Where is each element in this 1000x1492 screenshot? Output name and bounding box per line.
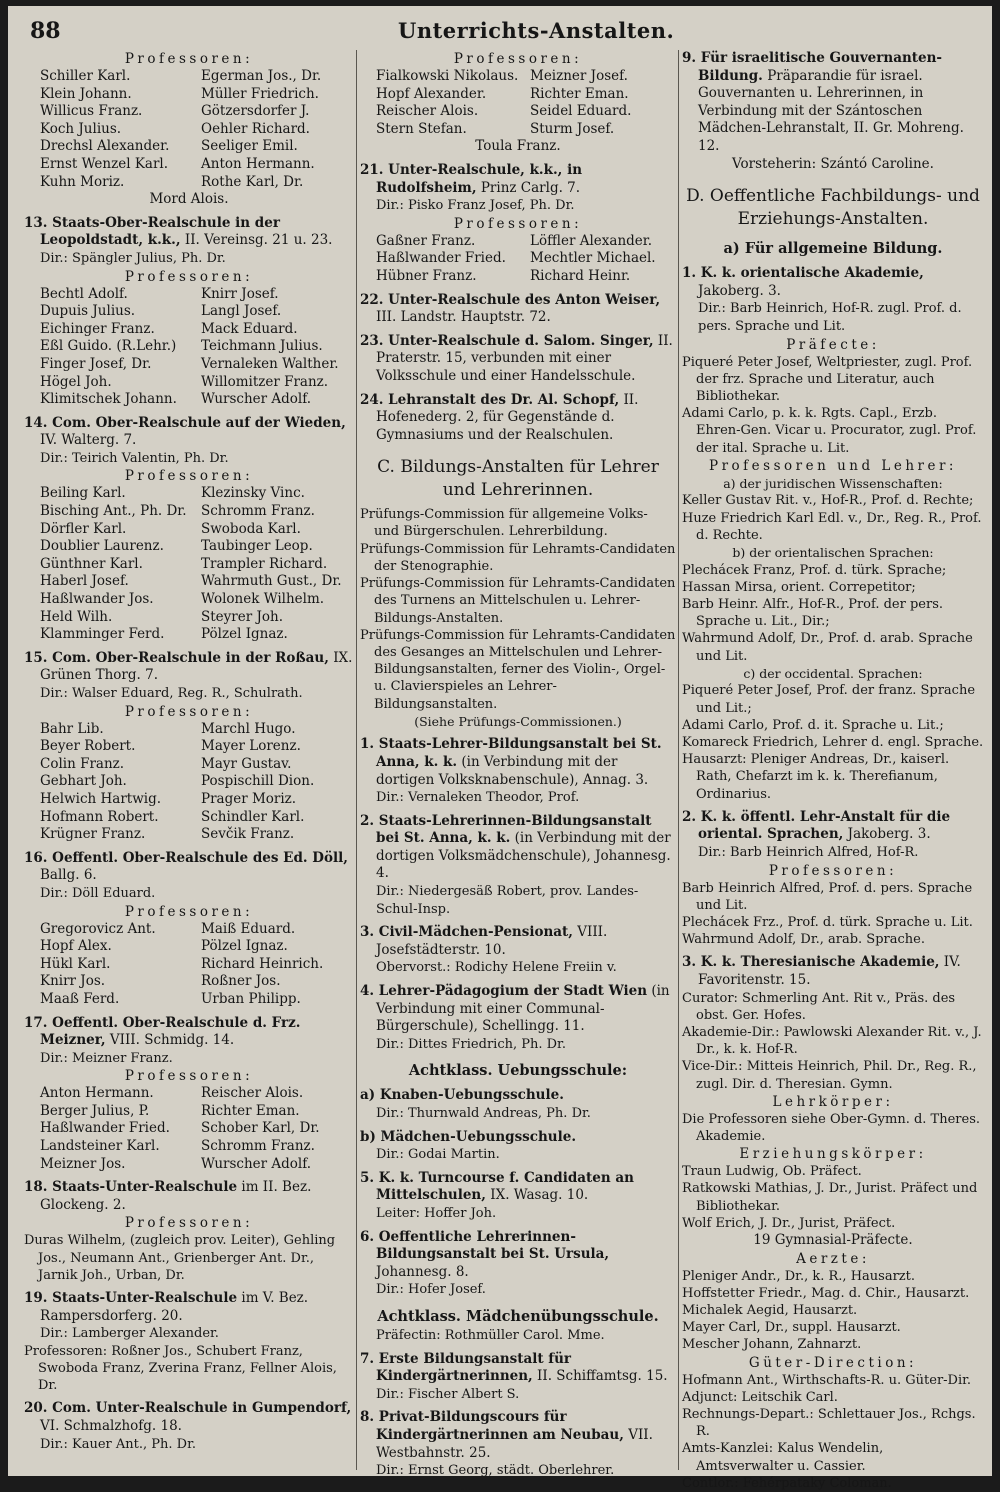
name-entry: Schiller Karl. bbox=[40, 68, 131, 84]
name-entry: Bisching Ant., Ph. Dr. bbox=[40, 503, 187, 520]
entry-text: Duras Wilhelm, (zugleich prov. Leiter), Gehling Jos., Neumann Ant., Grienberger Ant. Dr., Jarnik Joh., Urban, Dr. bbox=[24, 1233, 336, 1283]
section-heading-c: C. Bildungs-Anstalten für Lehrer und Lehrerinnen. bbox=[377, 457, 659, 501]
name-entry: Egerman Jos., Dr. bbox=[201, 68, 322, 84]
entry-title: 4. Lehrer-Pädagogium der Stadt Wien bbox=[360, 983, 648, 1000]
list-line: Adjunct: Leitschik Carl. bbox=[682, 1389, 838, 1405]
section-label: Professoren: bbox=[124, 703, 254, 720]
institution-entry-5 bbox=[360, 1170, 676, 1205]
name-entry: Haßlwander Fried. bbox=[376, 250, 506, 267]
entry-title: 3. Civil-Mädchen-Pensionat, bbox=[360, 924, 573, 941]
name-entry: Krügner Franz. bbox=[40, 826, 146, 843]
entry-address: VIII. Josefstädterstr. 10. bbox=[376, 924, 608, 958]
list-line: Michalek Aegid, Hausarzt. bbox=[682, 1303, 858, 1318]
entry-address: II. Praterstr. 15, verbunden mit einer Volksschule und einer Handelsschule. bbox=[376, 332, 673, 384]
name-entry: Held Wilh. bbox=[40, 608, 113, 625]
entry-director: Dir.: Kauer Ant., Ph. Dr. bbox=[40, 1436, 196, 1452]
name-entry: Högel Joh. bbox=[40, 373, 112, 390]
entry-address: IV. Walterg. 7. bbox=[40, 432, 137, 449]
list-line: Wahrmund Adolf, Dr., arab. Sprache. bbox=[682, 932, 925, 948]
school-entry-17 bbox=[24, 1015, 354, 1050]
list-line: Wolf Erich, J. Dr., Jurist, Präfect. bbox=[682, 1215, 896, 1231]
name-entry: Müller Friedrich. bbox=[201, 85, 319, 102]
entry-title: 1. Staats-Lehrer-Bildungsanstalt bei St. Anna, k. k. bbox=[360, 736, 662, 770]
entry-title: a) Knaben-Uebungsschule. bbox=[360, 1087, 564, 1104]
practice-school-b bbox=[360, 1129, 676, 1147]
name-entry: Maaß Ferd. bbox=[40, 990, 120, 1007]
staff-note: Die Professoren siehe Ober-Gymn. d. Theres. Akademie. bbox=[682, 1111, 981, 1144]
name-entry: Klein Johann. bbox=[40, 85, 132, 102]
name-entry: Doublier Laurenz. bbox=[40, 538, 164, 555]
list-line: Hofmann Ant., Wirthschafts-R. u. Güter-Dir. bbox=[682, 1372, 972, 1388]
name-entry: Helwich Hartwig. bbox=[40, 790, 162, 807]
entry-title: 2. K. k. öffentl. Lehr-Anstalt für die oriental. Sprachen, bbox=[682, 808, 951, 843]
section-label: Professoren: bbox=[124, 468, 254, 485]
entry-address: VIII. Schmidg. 14. bbox=[109, 1032, 235, 1049]
list-line: Prüfungs-Commission für allgemeine Volks- und Bürgerschulen. Lehrerbildung. bbox=[360, 507, 648, 540]
teacher-list bbox=[682, 880, 984, 949]
name-entry: Klezinsky Vinc. bbox=[201, 485, 305, 502]
name-entry: Wahrmuth Gust., Dr. bbox=[201, 573, 342, 590]
entry-address: im II. Bez. Glockeng. 2. bbox=[40, 1179, 312, 1213]
name-entry: Willomitzer Franz. bbox=[201, 373, 329, 390]
name-entry: Dörfler Karl. bbox=[40, 520, 127, 537]
name-entry: Kuhn Moriz. bbox=[40, 173, 125, 190]
doctor-list bbox=[682, 1268, 984, 1354]
entry-title: 16. Oeffentl. Ober-Realschule des Ed. Döll, bbox=[24, 849, 348, 866]
entry-director: Dir.: Ernst Georg, städt. Oberlehrer. bbox=[376, 1463, 615, 1479]
entry-address: Präparandie für israel. Gouvernanten u. Lehrerinnen, in Verbindung mit der Szántoschen Mädchen-Lehranstalt, II. Gr. Mohreng. 12. bbox=[698, 67, 964, 154]
name-entry: Wurscher Adolf. bbox=[201, 391, 312, 408]
entry-title: 23. Unter-Realschule d. Salom. Singer, bbox=[360, 332, 654, 349]
column-rule bbox=[678, 50, 679, 1470]
name-entry: Klamminger Ferd. bbox=[40, 626, 165, 643]
list-line: Hoffstetter Friedr., Mag. d. Chir., Hausarzt. bbox=[682, 1285, 970, 1301]
entry-title: 17. Oeffentl. Ober-Realschule d. Frz. Meizner, bbox=[24, 1014, 301, 1049]
entry-director: Dir.: Pisko Franz Josef, Ph. Dr. bbox=[376, 198, 575, 214]
name-entry: Mechtler Michael. bbox=[530, 250, 656, 267]
entry-address: VII. Westbahnstr. 25. bbox=[376, 1426, 653, 1461]
subject-label: b) der orientalischen Sprachen: bbox=[732, 544, 934, 560]
list-line: Akademie-Dir.: Pawlowski Alexander Rit. v., J. Dr., k. k. Hof-R. bbox=[682, 1024, 982, 1058]
name-entry: Knirr Josef. bbox=[201, 285, 279, 302]
name-entry: Reischer Alois. bbox=[201, 1085, 304, 1102]
entry-director: Dir.: Walser Eduard, Reg. R., Schulrath. bbox=[40, 686, 303, 701]
entry-title: 7. Erste Bildungsanstalt für Kindergärtnerinnen, bbox=[360, 1350, 572, 1385]
entry-title: 9. Für israelitische Gouvernanten-Bildung. bbox=[682, 50, 943, 84]
entry-director: Dir.: Spängler Julius, Ph. Dr. bbox=[40, 250, 226, 266]
entry-director: Dir.: Hofer Josef. bbox=[376, 1282, 486, 1298]
institution-entry-8 bbox=[360, 1409, 676, 1462]
school-entry-19 bbox=[24, 1290, 354, 1325]
academy-entry-1 bbox=[682, 265, 984, 300]
name-entry: Prager Moriz. bbox=[201, 790, 297, 807]
name-entry: Richard Heinr. bbox=[530, 267, 631, 284]
entry-title: 5. K. k. Turncourse f. Candidaten an Mittelschulen, bbox=[360, 1169, 634, 1204]
entry-title: 6. Oeffentliche Lehrerinnen-Bildungsanstalt bei St. Ursula, bbox=[360, 1228, 610, 1263]
academy-entry-2 bbox=[682, 809, 984, 844]
name-entry: Oehler Richard. bbox=[201, 120, 310, 137]
name-entry: Pospischill Dion. bbox=[201, 773, 315, 790]
name-entry: Mayer Lorenz. bbox=[201, 738, 301, 755]
section-label: Präfecte: bbox=[786, 336, 880, 353]
section-label: Professoren: bbox=[124, 268, 254, 285]
name-entry: Eichinger Franz. bbox=[40, 320, 155, 337]
name-entry: Meizner Josef. bbox=[530, 68, 628, 84]
entry-director: Obervorst.: Rodichy Helene Freiin v. bbox=[376, 960, 617, 976]
name-entry: Dupuis Julius. bbox=[40, 303, 136, 320]
entry-title: 8. Privat-Bildungscours für Kindergärtnerinnen am Neubau, bbox=[360, 1409, 624, 1443]
section-label: Professoren: bbox=[124, 903, 254, 920]
name-entry: Fialkowski Nikolaus. bbox=[376, 68, 519, 84]
list-line: Wahrmund Adolf, Dr., Prof. d. arab. Sprache und Lit. bbox=[682, 631, 973, 664]
list-line: Plechácek Frz., Prof. d. türk. Sprache u. Lit. bbox=[682, 914, 973, 930]
name-entry: Marchl Hugo. bbox=[201, 720, 296, 737]
name-list bbox=[24, 1085, 354, 1173]
name-list bbox=[24, 485, 354, 643]
entry-title: 15. Com. Ober-Realschule in der Roßau, bbox=[24, 649, 329, 666]
name-entry: Beiling Karl. bbox=[40, 485, 126, 502]
prefect-list bbox=[682, 354, 984, 457]
subsection-heading: Achtklass. Uebungsschule: bbox=[408, 1062, 628, 1080]
section-label: Professoren: bbox=[453, 51, 583, 67]
entry-title: 20. Com. Unter-Realschule in Gumpendorf, bbox=[24, 1400, 352, 1417]
subsection-heading: a) Für allgemeine Bildung. bbox=[723, 240, 943, 258]
list-line: Contlor.: Fehérpataky Coloman. bbox=[682, 1475, 892, 1491]
entry-title: 19. Staats-Unter-Realschule bbox=[24, 1290, 238, 1307]
list-line: Plechácek Franz, Prof. d. türk. Sprache; bbox=[682, 562, 947, 578]
name-entry: Drechsl Alexander. bbox=[40, 138, 170, 155]
name-entry: Richter Eman. bbox=[530, 85, 629, 102]
entry-address: im V. Bez. Rampersdorferg. 20. bbox=[40, 1290, 309, 1324]
entry-director: Dir.: Döll Eduard. bbox=[40, 885, 156, 901]
name-entry: Bahr Lib. bbox=[40, 720, 104, 737]
academy-entry-3 bbox=[682, 954, 984, 989]
name-entry: Knirr Jos. bbox=[40, 973, 106, 990]
name-list bbox=[360, 233, 676, 286]
entry-address: II. Vereinsg. 21 u. 23. bbox=[184, 232, 333, 249]
list-line: Keller Gustav Rit. v., Hof-R., Prof. d. Rechte; bbox=[682, 493, 974, 509]
entry-address: IX. Grünen Thorg. 7. bbox=[40, 649, 353, 684]
list-line: Ratkowski Mathias, J. Dr., Jurist. Präfect und Bibliothekar. bbox=[682, 1181, 978, 1214]
name-entry: Hükl Karl. bbox=[40, 955, 111, 972]
name-entry: Richard Heinrich. bbox=[201, 955, 324, 972]
name-entry: Eßl Guido. (R.Lehr.) bbox=[40, 338, 177, 355]
list-line: Adami Carlo, Prof. d. it. Sprache u. Lit.; bbox=[682, 717, 944, 733]
entry-address: II. Schiffamtsg. 15. bbox=[537, 1368, 668, 1385]
name-entry: Taubinger Leop. bbox=[201, 538, 313, 555]
entry-address: (in Verbindung mit der dortigen Volksmädchenschule), Johannesg. 4. bbox=[376, 830, 671, 882]
list-line: Prüfungs-Commission für Lehramts-Candidaten des Turnens an Mittelschulen u. Lehrer-Bildungs-Anstalten. bbox=[360, 576, 676, 626]
school-entry-21 bbox=[360, 162, 676, 197]
list-line: Huze Friedrich Karl Edl. v., Dr., Reg. R., Prof. d. Rechte. bbox=[682, 510, 982, 543]
entry-director: Dir.: Thurnwald Andreas, Ph. Dr. bbox=[376, 1106, 591, 1121]
subject-label: a) der juridischen Wissenschaften: bbox=[723, 475, 943, 491]
subsection-heading: Achtklass. Mädchenübungsschule. bbox=[377, 1307, 659, 1325]
name-entry: Landsteiner Karl. bbox=[40, 1138, 160, 1155]
school-entry-13 bbox=[24, 215, 354, 250]
section-label: Erziehungskörper: bbox=[739, 1146, 927, 1163]
name-entry: Schober Karl, Dr. bbox=[201, 1120, 320, 1137]
entry-director: Dir.: Dittes Friedrich, Ph. Dr. bbox=[376, 1036, 566, 1052]
entry-title: 21. Unter-Realschule, k.k., in Rudolfsheim, bbox=[360, 161, 583, 196]
name-list bbox=[24, 286, 354, 409]
section-label: Professoren: bbox=[453, 215, 583, 232]
list-line: Barb Heinrich Alfred, Prof. d. pers. Sprache und Lit. bbox=[682, 880, 973, 913]
institution-entry-9 bbox=[682, 50, 984, 156]
name-entry: Sturm Josef. bbox=[530, 120, 615, 137]
list-line: Mescher Johann, Zahnarzt. bbox=[682, 1337, 862, 1353]
list-line: Barb Heinr. Alfr., Hof-R., Prof. der pers. Sprache u. Lit., Dir.; bbox=[682, 596, 944, 630]
name-entry: Swoboda Karl. bbox=[201, 520, 301, 537]
name-entry: Langl Josef. bbox=[201, 303, 282, 320]
name-entry: Finger Josef, Dr. bbox=[40, 355, 152, 372]
name-entry: Götzersdorfer J. bbox=[201, 103, 310, 120]
name-entry: Hofmann Robert. bbox=[40, 808, 159, 825]
section-label: Professoren: bbox=[124, 1215, 254, 1232]
name-entry: Haßlwander Fried. bbox=[40, 1120, 170, 1137]
name-entry: Sevčik Franz. bbox=[201, 826, 295, 843]
school-entry-23 bbox=[360, 333, 676, 386]
name-list bbox=[24, 921, 354, 1009]
section-label: Güter-Direction: bbox=[748, 1354, 918, 1371]
name-list bbox=[24, 721, 354, 844]
name-entry: Klimitschek Johann. bbox=[40, 391, 177, 408]
name-entry: Seeliger Emil. bbox=[201, 138, 298, 155]
entry-director: Leiter: Hoffer Joh. bbox=[376, 1205, 497, 1221]
name-entry: Pölzel Ignaz. bbox=[201, 626, 288, 643]
list-line: Piqueré Peter Josef, Weltpriester, zugl. Prof. der frz. Sprache und Literatur, auch Bibliothekar. bbox=[682, 354, 973, 404]
name-entry: Vernaleken Walther. bbox=[201, 355, 339, 372]
entry-address: IX. Wasag. 10. bbox=[490, 1187, 589, 1204]
name-entry: Günthner Karl. bbox=[40, 555, 143, 572]
name-entry: Seidel Eduard. bbox=[530, 103, 632, 120]
name-entry: Urban Philipp. bbox=[201, 990, 301, 1007]
name-entry: Roßner Jos. bbox=[201, 973, 281, 990]
name-entry: Richter Eman. bbox=[201, 1102, 300, 1119]
entry-address: Jakoberg. 3. bbox=[847, 826, 931, 843]
name-entry: Hopf Alex. bbox=[40, 938, 112, 955]
estate-staff-list bbox=[682, 1372, 984, 1492]
section-label: Lehrkörper: bbox=[772, 1093, 894, 1110]
section-label: Professoren: bbox=[768, 862, 898, 879]
list-line: Hassan Mirsa, orient. Correpetitor; bbox=[682, 579, 916, 595]
entry-director: Vorsteherin: Szántó Caroline. bbox=[732, 155, 934, 172]
school-entry-15 bbox=[24, 650, 354, 685]
entry-director: Dir.: Godai Martin. bbox=[376, 1147, 500, 1163]
entry-address: (in Verbindung mit einer Communal-Bürgerschule), Schellingg. 11. bbox=[376, 983, 670, 1035]
list-line: Komareck Friedrich, Lehrer d. engl. Sprache. bbox=[682, 734, 984, 750]
school-entry-16 bbox=[24, 850, 354, 885]
entry-text: Professoren: Roßner Jos., Schubert Franz, Swoboda Franz, Zverina Franz, Fellner Alois, Dr. bbox=[24, 1343, 337, 1394]
entry-title: 13. Staats-Ober-Realschule in der Leopoldstadt, k.k., bbox=[24, 214, 280, 249]
institution-entry-2 bbox=[360, 813, 676, 883]
name-entry: Schromm Franz. bbox=[201, 1138, 315, 1155]
staff-list bbox=[682, 990, 984, 1093]
list-line: Adami Carlo, p. k. k. Rgts. Capl., Erzb. Ehren-Gen. Vicar u. Procurator, zugl. Prof. der ital. Sprache u. Lit. bbox=[682, 406, 977, 456]
column-2 bbox=[360, 50, 676, 1480]
school-entry-22 bbox=[360, 292, 676, 327]
list-line: Rechnungs-Depart.: Schlettauer Jos., Rchgs. R. bbox=[682, 1407, 976, 1440]
section-label: Professoren: bbox=[124, 1068, 254, 1085]
name-entry: Maiß Eduard. bbox=[201, 920, 296, 937]
entry-director: Dir.: Meizner Franz. bbox=[40, 1050, 173, 1066]
school-entry-20 bbox=[24, 1400, 354, 1435]
institution-entry-6 bbox=[360, 1229, 676, 1282]
entry-title: 1. K. k. orientalische Akademie, bbox=[682, 265, 924, 282]
name-entry: Berger Julius, P. bbox=[40, 1102, 150, 1119]
name-entry: Schindler Karl. bbox=[201, 808, 305, 825]
school-entry-14 bbox=[24, 415, 354, 450]
institution-entry-7 bbox=[360, 1351, 676, 1386]
institution-entry-1 bbox=[360, 736, 676, 789]
name-last: Toula Franz. bbox=[475, 138, 561, 155]
institution-entry-3 bbox=[360, 924, 676, 959]
list-line: Pleniger Andr., Dr., k. R., Hausarzt. bbox=[682, 1268, 915, 1284]
entry-director: Präfectin: Rothmüller Carol. Mme. bbox=[376, 1327, 605, 1343]
entry-title: 18. Staats-Unter-Realschule bbox=[24, 1179, 238, 1196]
entry-title: 3. K. k. Theresianische Akademie, bbox=[682, 954, 940, 971]
entry-address: III. Landstr. Hauptstr. 72. bbox=[376, 309, 551, 326]
teacher-list bbox=[682, 562, 984, 665]
name-entry: Reischer Alois. bbox=[376, 103, 479, 120]
subject-label: c) der occidental. Sprachen: bbox=[743, 665, 923, 681]
entry-director: Dir.: Barb Heinrich, Hof-R. zugl. Prof. d. pers. Sprache und Lit. bbox=[698, 301, 962, 334]
name-entry: Colin Franz. bbox=[40, 755, 125, 772]
page-header bbox=[8, 12, 992, 46]
name-entry: Löffler Alexander. bbox=[530, 232, 653, 249]
entry-address: Jakoberg. 3. bbox=[698, 282, 781, 299]
entry-address: IV. Favoritenstr. 15. bbox=[698, 954, 961, 988]
name-list bbox=[360, 68, 676, 138]
name-entry: Mayr Gustav. bbox=[201, 755, 292, 772]
institution-entry-4 bbox=[360, 983, 676, 1036]
name-entry: Beyer Robert. bbox=[40, 738, 136, 755]
name-entry: Schromm Franz. bbox=[201, 503, 315, 520]
entry-title: 2. Staats-Lehrerinnen-Bildungsanstalt bei St. Anna, k. k. bbox=[360, 812, 652, 847]
name-entry: Bechtl Adolf. bbox=[40, 285, 128, 302]
school-entry-18 bbox=[24, 1179, 354, 1214]
document-page bbox=[8, 6, 992, 1491]
name-entry: Pölzel Ignaz. bbox=[201, 938, 288, 955]
staff-note: 19 Gymnasial-Präfecte. bbox=[753, 1232, 913, 1248]
section-label: Professoren: bbox=[124, 51, 254, 67]
name-entry: Wolonek Wilhelm. bbox=[201, 591, 325, 608]
name-entry: Anton Hermann. bbox=[201, 155, 315, 172]
practice-school-a bbox=[360, 1087, 676, 1105]
entry-address: VI. Schmalzhofg. 18. bbox=[40, 1418, 182, 1435]
entry-director: Dir.: Fischer Albert S. bbox=[376, 1386, 520, 1402]
entry-address: Ballg. 6. bbox=[40, 867, 97, 884]
list-line: Piqueré Peter Josef, Prof. der franz. Sprache und Lit.; bbox=[682, 683, 976, 716]
entry-director: Dir.: Vernaleken Theodor, Prof. bbox=[376, 790, 580, 806]
name-entry: Anton Hermann. bbox=[40, 1085, 154, 1102]
entry-title: 14. Com. Ober-Realschule auf der Wieden, bbox=[24, 414, 346, 431]
name-entry: Meizner Jos. bbox=[40, 1155, 126, 1172]
list-line: Prüfungs-Commission für Lehramts-Candidaten des Gesanges an Mittelschulen und Lehrer-Bildungsanstalten, ferner des Violin-, Orgel- u. Clavierspieles an Lehrer-Bildungsanstalten. bbox=[360, 627, 676, 712]
name-entry: Wurscher Adolf. bbox=[201, 1155, 312, 1172]
entry-director: Dir.: Barb Heinrich Alfred, Hof-R. bbox=[698, 844, 919, 860]
name-entry: Koch Julius. bbox=[40, 120, 122, 137]
list-line: Traun Ludwig, Ob. Präfect. bbox=[682, 1164, 862, 1180]
entry-director: Dir.: Niedergesäß Robert, prov. Landes-Schul-Insp. bbox=[376, 884, 639, 917]
entry-title: 22. Unter-Realschule des Anton Weiser, bbox=[360, 291, 661, 308]
house-doctor: Hausarzt: Pleniger Andreas, Dr., kaiserl. Rath, Chefarzt im k. k. Therefianum, Ordinarius. bbox=[682, 752, 950, 802]
section-label: Aerzte: bbox=[796, 1250, 870, 1267]
section-note: (Siehe Prüfungs-Commissionen.) bbox=[414, 713, 622, 729]
section-heading-d: D. Oeffentliche Fachbildungs- und Erziehungs-Anstalten. bbox=[686, 186, 980, 230]
list-line: Curator: Schmerling Ant. Rit v., Präs. des obst. Ger. Hofes. bbox=[682, 990, 956, 1023]
name-entry: Gregorovicz Ant. bbox=[40, 920, 156, 937]
column-1 bbox=[24, 50, 354, 1453]
name-last: Mord Alois. bbox=[149, 191, 229, 208]
name-entry: Haßlwander Jos. bbox=[40, 591, 154, 608]
entry-address: (in Verbindung mit der dortigen Volksknabenschule), Annag. 3. bbox=[376, 753, 649, 788]
column-rule bbox=[356, 50, 357, 1470]
entry-address: Johannesg. 8. bbox=[376, 1263, 469, 1280]
entry-title: b) Mädchen-Uebungsschule. bbox=[360, 1128, 577, 1145]
name-entry: Gaßner Franz. bbox=[376, 232, 476, 249]
name-entry: Stern Stefan. bbox=[376, 120, 467, 137]
list-line: Amts-Kanzlei: Kalus Wendelin, Amtsverwalter u. Cassier. bbox=[682, 1441, 884, 1474]
name-entry: Haberl Josef. bbox=[40, 573, 129, 590]
list-line: Vice-Dir.: Mitteis Heinrich, Phil. Dr., Reg. R., zugl. Dir. d. Theresian. Gymn. bbox=[682, 1059, 977, 1092]
page-number: 88 bbox=[30, 18, 61, 44]
column-3 bbox=[682, 50, 984, 1492]
staff-list bbox=[682, 1163, 984, 1232]
name-entry: Hopf Alexander. bbox=[376, 85, 487, 102]
name-entry: Teichmann Julius. bbox=[201, 338, 323, 355]
name-entry: Hübner Franz. bbox=[376, 267, 477, 284]
entry-address: Prinz Carlg. 7. bbox=[480, 179, 581, 196]
list-line: Prüfungs-Commission für Lehramts-Candidaten der Stenographie. bbox=[360, 541, 676, 574]
section-label: Professoren und Lehrer: bbox=[709, 457, 957, 474]
name-entry: Trampler Richard. bbox=[201, 555, 328, 572]
entry-director: Dir.: Teirich Valentin, Ph. Dr. bbox=[40, 450, 229, 466]
entry-title: 24. Lehranstalt des Dr. Al. Schopf, bbox=[360, 391, 620, 408]
name-entry: Ernst Wenzel Karl. bbox=[40, 155, 169, 172]
name-list bbox=[24, 68, 354, 191]
teacher-list bbox=[682, 492, 984, 544]
teacher-list bbox=[682, 682, 984, 751]
name-entry: Steyrer Joh. bbox=[201, 608, 284, 625]
school-entry-24 bbox=[360, 392, 676, 445]
name-entry: Willicus Franz. bbox=[40, 103, 143, 120]
list-line: Mayer Carl, Dr., suppl. Hausarzt. bbox=[682, 1320, 901, 1336]
entry-address: II. Hofenederg. 2, für Gegenstände d. Gymnasiums und der Realschulen. bbox=[376, 391, 639, 443]
commission-list bbox=[360, 506, 676, 712]
running-title: Unterrichts-Anstalten. bbox=[398, 18, 675, 43]
name-entry: Mack Eduard. bbox=[201, 320, 298, 337]
name-entry: Rothe Karl, Dr. bbox=[201, 173, 304, 190]
name-entry: Gebhart Joh. bbox=[40, 773, 127, 790]
entry-director: Dir.: Lamberger Alexander. bbox=[40, 1326, 219, 1342]
